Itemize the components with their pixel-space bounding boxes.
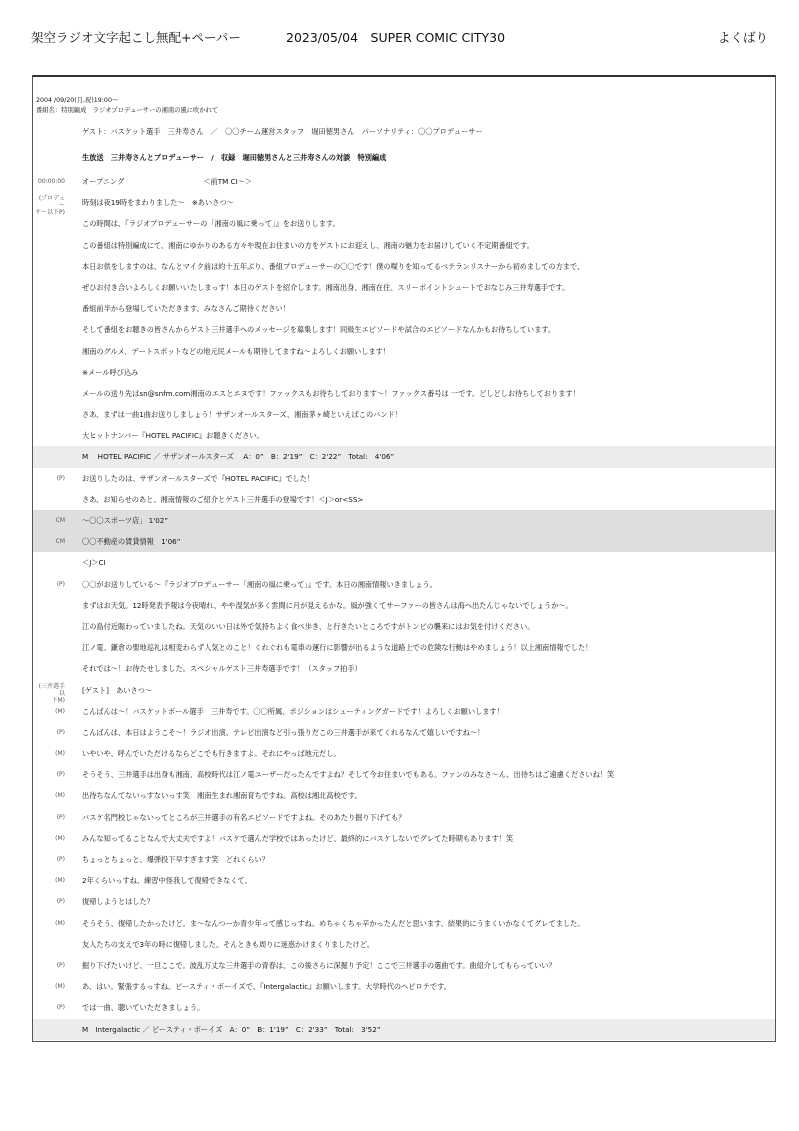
row-speaker-label: (P) [56, 771, 65, 779]
row-text: お送りしたのは、サザンオールスターズで『HOTEL PACIFIC』でした！ [82, 473, 315, 483]
row-speaker-label [33, 362, 65, 365]
row-text: みんな知ってることなんで大丈夫ですよ！バスケで選んだ学校ではあったけど、最終的にバスケしないでグレてた時期もあります！笑 [82, 833, 514, 843]
row-speaker-label [33, 298, 65, 301]
row-text: それでは～！お待たせしました。スペシャルゲスト三井寿選手です！（スタッフ拍手） [82, 664, 362, 674]
row-speaker-label [33, 341, 65, 344]
script-row [33, 680, 775, 704]
row-speaker-label [33, 256, 65, 259]
row-speaker-label: (P) [56, 898, 65, 906]
row-text: あ、はい。緊張するっすね。ビースティ・ボーイズで、『Intergalactic』お願いします。大学時代のヘビロテです。 [82, 982, 451, 992]
row-speaker-label [33, 446, 65, 449]
row-speaker-label: (P) [56, 961, 65, 969]
script-row [33, 891, 775, 912]
row-speaker-label [33, 235, 65, 238]
script-row [33, 743, 775, 764]
script-row [33, 404, 775, 425]
row-text: こんばんは、本日はようこそ～！ラジオ出演、テレビ出演など引っ張りだこの三井選手が来てくれるなんて嬉しいですね～！ [82, 727, 485, 737]
row-text: 江の島付近賑わっていましたね。天気のいい日は外で気持ちよく食べ歩き、と行きたいところですがトンビの襲来にはお気を付けください。 [82, 621, 535, 631]
row-text: M Intergalactic ／ ビースティ・ボーイズ A：0” B：1'19” C：2'33” Total: 3'52” [82, 1024, 381, 1034]
script-row [33, 362, 775, 383]
row-text: ぜひお付き合いよろしくお願いいたしまっす！本日のゲストを紹介します。湘南出身、湘南在住、スリーポイントシュートでおなじみ三井寿選手です。 [82, 282, 570, 292]
row-speaker-label [33, 489, 65, 492]
row-speaker-label: (P) [56, 856, 65, 863]
row-text: 大ヒットナンバー『HOTEL PACIFIC』お聴きください。 [82, 431, 264, 441]
header-title: 架空ラジオ文字起こし無配+ペーパー [31, 30, 241, 45]
program-meta [36, 96, 218, 116]
row-text: メールの送り先はsn@snfm.com湘南のエスとエヌです！ファックスもお待ちしております～！ファックス番号は 一です。どしどしお待ちしております！ [82, 388, 580, 398]
row-text: バスケ名門校じゃないってところが三井選手の有名エピソードですよね。そのあたり掘り下げても？ [82, 812, 406, 822]
guest-line: ゲスト：バスケット選手 三井寿さん ／ 〇〇チーム運営スタッフ 堀田徳男さん パーソナリティ：〇〇プロデューサー [82, 127, 483, 136]
row-speaker-label: (M) [55, 983, 65, 991]
row-speaker-label: (M) [55, 792, 65, 800]
row-speaker-label: (M) [55, 877, 65, 885]
program-name: 番組名：特別編成 ラジオプロデューサーの湘南の風に吹かれて [36, 107, 219, 114]
row-text: さあ、まずは一曲1曲お送りしましょう！サザンオールスターズ、湘南茅ヶ崎といえばこのバンド！ [82, 410, 402, 420]
row-speaker-label [33, 1019, 65, 1022]
row-text: 湘南のグルメ、デートスポットなどの地元民メールも期待してますね～よろしくお願いします！ [82, 346, 390, 356]
row-speaker-label [33, 658, 65, 661]
script-rows [33, 171, 775, 1040]
row-speaker-label: (M) [55, 750, 65, 758]
script-row [33, 468, 775, 489]
row-speaker-label: CM [55, 517, 65, 524]
row-speaker-label: (P) [56, 580, 65, 588]
row-text: 番組前半から登場していただきます、みなさんご期待ください！ [82, 304, 290, 314]
row-text: こんばんは～！バスケットボール選手 三井寿です。〇〇所属、ポジションはシューティングガードです！よろしくお願いします！ [82, 706, 504, 716]
script-row [33, 934, 775, 955]
row-speaker-label: (M) [55, 707, 65, 715]
row-speaker-label: (M) [55, 919, 65, 927]
row-text: M HOTEL PACIFIC ／ サザンオールスターズ A：0” B：2'19” C：2'22” Total: 4'06” [82, 452, 395, 462]
script-row [33, 277, 775, 298]
script-row [33, 171, 775, 192]
script-row [33, 637, 775, 658]
script-row [33, 446, 775, 467]
script-row [33, 574, 775, 595]
row-text: ～〇〇スポーツ店」 1'02” [82, 516, 169, 525]
row-text: さあ、お知らせのあと、湘南情報のご紹介とゲスト三井選手の登場です！＜J＞or<SS> [82, 494, 364, 504]
script-row [33, 1019, 775, 1040]
page-header [0, 28, 799, 46]
row-speaker-label [33, 637, 65, 640]
row-speaker-label: (プロデュー サー以下P) [35, 195, 65, 217]
row-speaker-label: (三井選手以 下M) [38, 682, 65, 704]
script-row [33, 319, 775, 340]
script-row [33, 807, 775, 828]
row-text: [ゲスト] あいさつ～ [82, 685, 153, 695]
row-speaker-label [33, 383, 65, 386]
script-row [33, 616, 775, 637]
broadcast-line: 生放送 三井寿さんとプロデューサー / 収録 堀田徳男さんと三井寿さんの対談 特別編成 [82, 153, 387, 162]
script-row [33, 341, 775, 362]
row-text: この時間は、『ラジオプロデューサーの「湘南の風に乗って」』をお送りします。 [82, 219, 340, 229]
row-speaker-label: (P) [56, 474, 65, 482]
script-row [33, 425, 775, 446]
script-row [33, 849, 775, 870]
script-row [33, 658, 775, 679]
row-speaker-label [33, 595, 65, 598]
row-text: ちょっとちょっと、爆弾投下早すぎます笑 どれくらい？ [82, 855, 269, 864]
row-text: ※メール呼び込み [82, 367, 139, 377]
script-row [33, 870, 775, 891]
script-row [33, 828, 775, 849]
script-frame [32, 75, 776, 1042]
header-circle-name: よくばり [717, 30, 768, 45]
script-row [33, 955, 775, 976]
script-row [33, 235, 775, 256]
row-text: 〇〇不動産の賃貸情報 1'06” [82, 537, 181, 547]
script-row [33, 383, 775, 404]
row-text: そうそう、三井選手は出身も湘南、高校時代は江ノ電ユーザーだったんですよね？そして今お住まいでもある。ファンのみなさ～ん、出待ちはご遠慮くださいね！笑 [82, 770, 615, 780]
script-row [33, 913, 775, 934]
row-speaker-label [33, 616, 65, 619]
row-text: そして番組をお聴きの皆さんからゲスト三井選手へのメッセージを募集します！同級生エピソードや試合のエピソードなんかもお待ちしています。 [82, 325, 556, 335]
script-row [33, 785, 775, 806]
row-text: 友人たちの支えで3年の時に復帰しました。そんときも周りに迷惑かけまくりましたけど。 [82, 939, 375, 949]
row-speaker-label: (P) [56, 728, 65, 736]
row-text: 時刻は夜19時をまわりました～ ※あいさつ～ [82, 198, 234, 208]
script-row [33, 552, 775, 573]
row-speaker-label: (P) [56, 1004, 65, 1012]
broadcast-date: 2004 /09/20(月,祝)19:00～ [36, 97, 119, 104]
row-speaker-label [33, 552, 65, 555]
row-text: いやいや、呼んでいただけるならどこでも行きますよ。それにやっぱ地元だし。 [82, 749, 341, 759]
script-row [33, 510, 775, 531]
script-row [33, 489, 775, 510]
header-event: 2023/05/04 SUPER COMIC CITY30 [286, 30, 506, 45]
row-text: まずはお天気。12時発表予報は今夜晴れ、やや湿気が多く雲間に月が見えるかな。風が強くてサーファーの皆さんは海へ出たんじゃないでしょうか～。 [82, 600, 573, 610]
row-text: ＜J＞CI [82, 558, 106, 568]
row-text: 復帰しようとはした？ [82, 897, 154, 907]
row-text: 掘り下げたいけど、一旦ここで。波乱万丈な三井選手の青春は、この後さらに深掘り予定！ここで三井選手の選曲です。曲紹介してもらっていい？ [82, 960, 556, 970]
row-text: では一曲、聴いていただきましょう。 [82, 1003, 205, 1013]
row-speaker-label: CM [55, 538, 65, 546]
row-text: 2年くらいっすね、練習中怪我して復帰できなくて。 [82, 876, 252, 886]
script-row [33, 722, 775, 743]
row-speaker-label: 00:00:00 [38, 178, 65, 185]
row-text: 江ノ電、鎌倉の聖地巡礼は相変わらず人気とのこと！くれぐれも電車の運行に影響が出るような道路上での危険な行動はやめましょう！以上湘南情報でした！ [82, 643, 593, 653]
row-text: 〇〇がお送りしている～『ラジオプロデューサー「湘南の風に乗って」』です。本日の湘南情報いきましょう。 [82, 579, 437, 589]
script-row [33, 256, 775, 277]
script-row [33, 595, 775, 616]
row-speaker-label: (P) [56, 813, 65, 821]
script-row [33, 531, 775, 552]
row-speaker-label [33, 319, 65, 322]
row-speaker-label [33, 934, 65, 937]
row-text: オープニング ＜前TM CI～＞ [82, 177, 253, 186]
script-row [33, 701, 775, 722]
row-text: この番組は特別編成にて、湘南にゆかりのある方々や現在お住まいの方をゲストにお迎えし、湘南の魅力をお届けしていく不定期番組です。 [82, 240, 534, 250]
script-row [33, 997, 775, 1018]
script-row [33, 976, 775, 997]
script-row [33, 213, 775, 234]
row-text: 本日お供をしますのは、なんとマイク前は約十五年ぶり、番組プロデューサーの〇〇です！僕の喋りを知ってるベテランリスナーから初めましての方まで、 [82, 261, 585, 271]
script-row [33, 192, 775, 217]
row-speaker-label [33, 213, 65, 216]
row-text: そうそう、復帰したかったけど。ま～なんつーか青少年って感じっすね。めちゃくちゃ辛かったんだと思います、結果的にうまくいかなくてグレてました。 [82, 918, 585, 928]
row-speaker-label [33, 425, 65, 428]
row-text: 出待ちなんてないっすないっす笑 湘南生まれ湘南育ちですね。高校は湘北高校です。 [82, 791, 362, 801]
script-row [33, 764, 775, 785]
row-speaker-label [33, 404, 65, 407]
row-speaker-label: (M) [55, 834, 65, 842]
script-row [33, 298, 775, 319]
row-speaker-label [33, 277, 65, 280]
